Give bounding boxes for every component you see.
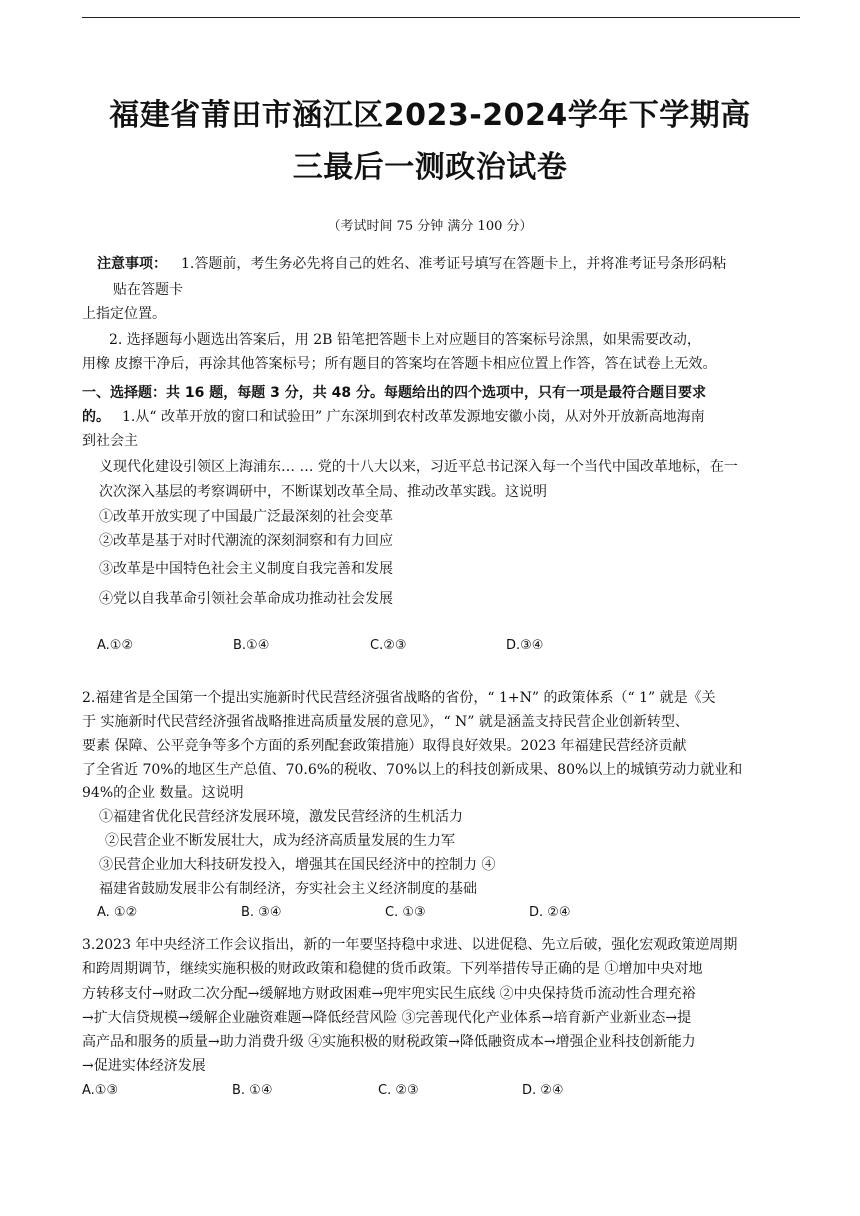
exam-title-line2: 三最后一测政治试卷: [292, 150, 568, 185]
section-heading: 一、选择题：共 16 题，每题 3 分，共 48 分。每题给出的四个选项中，只有一项是最符合题目要求: [82, 385, 706, 401]
q3-stem-d: →扩大信贷规模→缓解企业融资难题→降低经营风险 ③完善现代化产业体系→培育新产业新业态→提: [82, 1010, 692, 1026]
notice-item2-cont: 用橡 皮擦干净后，再涂其他答案标号；所有题目的答案均在答题卡相应位置上作答，答在试卷上无效。: [82, 356, 717, 372]
q3-stem-a: 3.2023 年中央经济工作会议指出，新的一年要坚持稳中求进、以进促稳、先立后破，强化宏观政策逆周期: [82, 937, 738, 953]
q1-option-b: B.①④: [233, 638, 270, 653]
q1-option-c: C.②③: [370, 638, 407, 653]
section-heading-cont-row: [82, 407, 705, 427]
q1-stem: 1.从“ 改革开放的窗口和试验田” 广东深圳到农村改革发源地安徽小岗，从对外开放新高地海南: [122, 409, 705, 425]
q1-item-3: ③改革是中国特色社会主义制度自我完善和发展: [99, 561, 393, 577]
notice-label: 注意事项：: [97, 256, 167, 272]
q2-stem-e: 94%的企业 数量。这说明: [82, 785, 244, 801]
q2-item-1: ①福建省优化民营经济发展环境，激发民营经济的生机活力: [99, 809, 463, 825]
notice-item2-text: 2. 选择题每小题选出答案后，用 2B 铅笔把答题卡上对应题目的答案标号涂黑，如果需要改动，: [109, 332, 701, 348]
q3-option-a: A.①③: [82, 1083, 119, 1098]
q1-item-1: ①改革开放实现了中国最广泛最深刻的社会变革: [99, 509, 393, 525]
notice-item1-text: 1.答题前，考生务必先将自己的姓名、准考证号填写在答题卡上，并将准考证号条形码粘: [181, 256, 727, 272]
notice-item1-end: 上指定位置。: [82, 306, 166, 322]
q2-option-c: C. ①③: [385, 905, 426, 920]
exam-time-info: （考试时间 75 分钟 满分 100 分）: [327, 219, 533, 234]
q1-option-a: A.①②: [97, 638, 134, 653]
q2-item-2: ②民营企业不断发展壮大，成为经济高质量发展的生力军: [105, 833, 455, 849]
q2-stem-d: 了全省近 70%的地区生产总值、70.6%的税收、70%以上的科技创新成果、80%以上的城镇劳动力就业和: [82, 762, 743, 778]
q2-stem-c: 要素 保障、公平竞争等多个方面的系列配套政策措施）取得良好效果。2023 年福建民营经济贡献: [82, 738, 687, 754]
q3-option-b: B. ①④: [232, 1083, 273, 1098]
exam-title-line1: 福建省莆田市涵江区2023-2024学年下学期高: [109, 98, 751, 133]
q1-item-4: ④党以自我革命引领社会革命成功推动社会发展: [99, 591, 393, 607]
q3-stem-b: 和跨周期调节，继续实施积极的财政政策和稳健的货币政策。下列举措传导正确的是 ①增加中央对地: [82, 961, 703, 977]
q1-option-d: D.③④: [506, 638, 544, 653]
q1-stem-c: 义现代化建设引领区上海浦东… … 党的十八大以来，习近平总书记深入每一个当代中国改革地标，在一: [99, 459, 738, 475]
notice-block: [97, 254, 726, 274]
q3-stem-c: 方转移支付→财政二次分配→缓解地方财政困难→兜牢兜实民生底线 ②中央保持货币流动性合理充裕: [82, 986, 696, 1002]
q3-option-d: D. ②④: [522, 1083, 564, 1098]
q2-stem-a: 2.福建省是全国第一个提出实施新时代民营经济强省战略的省份，“ 1+N” 的政策体系（“ 1” 就是《关: [82, 690, 716, 706]
q3-stem-f: →促进实体经济发展: [82, 1058, 206, 1074]
q2-option-b: B. ③④: [241, 905, 282, 920]
section-heading-end: 的。: [82, 409, 110, 425]
q2-stem-b: 于 实施新时代民营经济强省战略推进高质量发展的意见》，“ N” 就是涵盖支持民营企业创新转型、: [82, 714, 689, 730]
q3-option-c: C. ②③: [378, 1083, 419, 1098]
q1-stem-b: 到社会主: [82, 433, 138, 449]
q1-item-2: ②改革是基于对时代潮流的深刻洞察和有力回应: [99, 533, 393, 549]
q2-option-a: A. ①②: [97, 905, 138, 920]
q3-stem-e: 高产品和服务的质量→助力消费升级 ④实施积极的财税政策→降低融资成本→增强企业科技创新能力: [82, 1034, 696, 1050]
q2-item-3: ③民营企业加大科技研发投入，增强其在国民经济中的控制力 ④: [99, 857, 496, 873]
q2-option-d: D. ②④: [529, 905, 571, 920]
top-rule: [82, 17, 800, 18]
q2-item-4: 福建省鼓励发展非公有制经济，夯实社会主义经济制度的基础: [99, 881, 477, 897]
notice-item1-cont: 贴在答题卡: [113, 282, 183, 298]
q1-stem-d: 次次深入基层的考察调研中，不断谋划改革全局、推动改革实践。这说明: [99, 484, 547, 500]
